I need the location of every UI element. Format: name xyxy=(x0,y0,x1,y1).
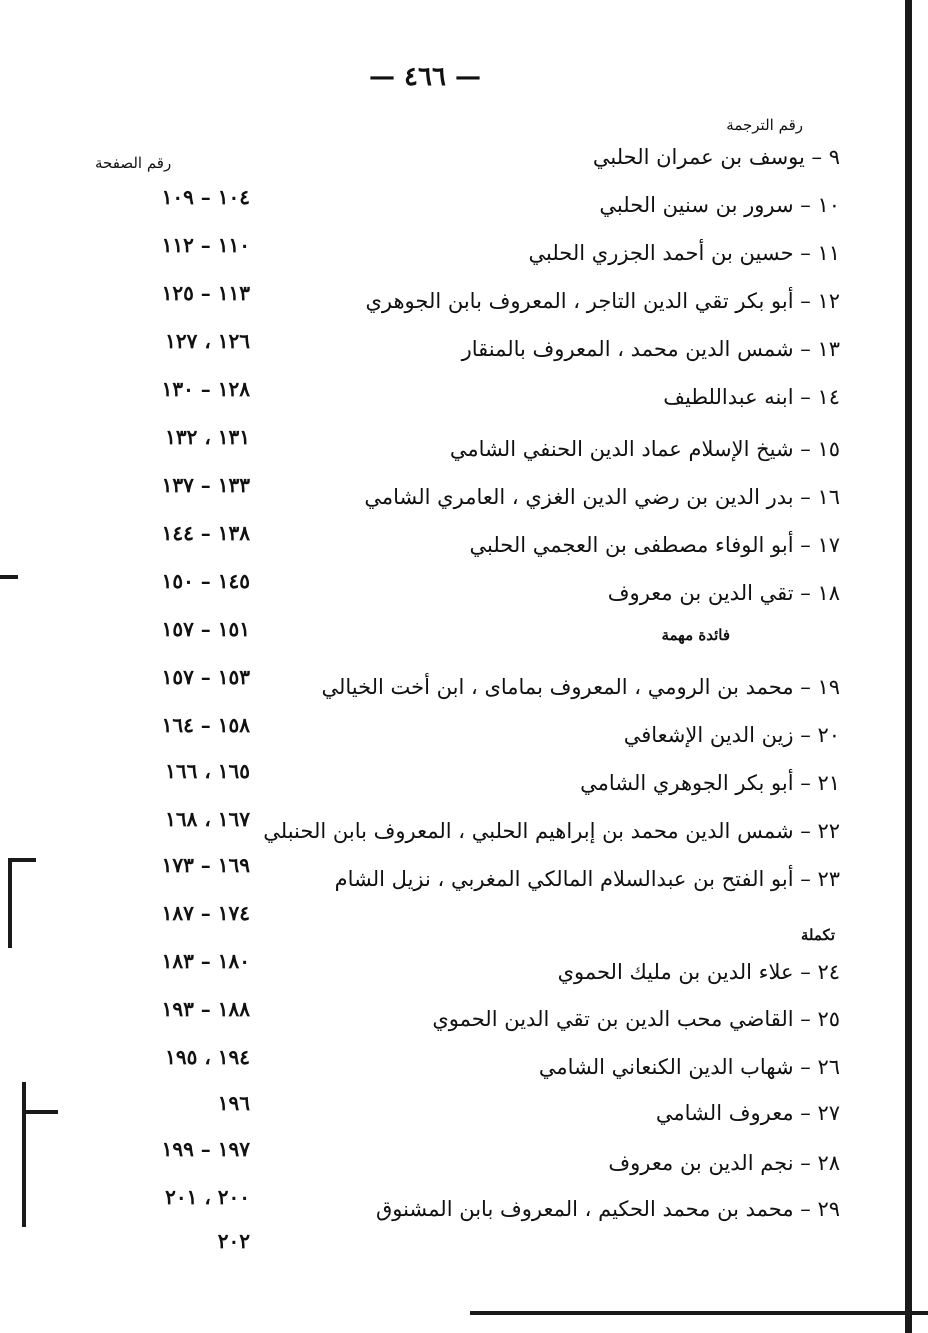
list-item: ١٧ – أبو الوفاء مصطفى بن العجمي الحلبي xyxy=(469,533,840,557)
list-item: ٢٤ – علاء الدين بن مليك الحموي xyxy=(557,960,840,984)
scan-edge-right xyxy=(905,0,912,1333)
page-ref: ٢٠٢ xyxy=(217,1229,250,1253)
page-ref: ١٩٦ xyxy=(217,1091,250,1115)
page-number-header: رقم الصفحة xyxy=(95,154,172,172)
page-ref: ١٩٤ ، ١٩٥ xyxy=(165,1045,250,1069)
list-item: ٩ – يوسف بن عمران الحلبي xyxy=(592,145,840,169)
list-item: ١٨ – تقي الدين بن معروف xyxy=(607,581,840,605)
page-ref: ١٥٣ – ١٥٧ xyxy=(161,665,250,689)
margin-mark-bottom xyxy=(22,1082,26,1227)
list-item: ١٦ – بدر الدين بن رضي الدين الغزي ، العامري الشامي xyxy=(364,485,840,509)
list-item: ١٢ – أبو بكر تقي الدين التاجر ، المعروف بابن الجوهري xyxy=(365,289,840,313)
page-ref: ١١٠ – ١١٢ xyxy=(161,233,250,257)
section-heading: تكملة xyxy=(800,926,835,944)
list-item: ١٥ – شيخ الإسلام عماد الدين الحنفي الشامي xyxy=(449,437,840,461)
list-item: ١٤ – ابنه عبداللطيف xyxy=(663,385,840,409)
page-ref: ١٩٧ – ١٩٩ xyxy=(161,1137,250,1161)
list-item: ٢١ – أبو بكر الجوهري الشامي xyxy=(580,771,840,795)
margin-mark-top xyxy=(0,575,18,579)
page-ref: ١٧٤ – ١٨٧ xyxy=(161,901,250,925)
page-ref: ١٣١ ، ١٣٢ xyxy=(165,425,250,449)
biography-list xyxy=(250,142,840,1252)
section-heading: فائدة مهمة xyxy=(661,626,730,644)
list-item: ١٩ – محمد بن الرومي ، المعروف بماماى ، ابن أخت الخيالي xyxy=(321,675,840,699)
page-ref: ١٣٣ – ١٣٧ xyxy=(161,473,250,497)
page-ref: ١٨٨ – ١٩٣ xyxy=(161,997,250,1021)
list-item: ١٠ – سرور بن سنين الحلبي xyxy=(599,193,840,217)
scan-edge-bottom xyxy=(470,1311,928,1315)
margin-mark-middle xyxy=(8,858,12,948)
list-item: ٢٨ – نجم الدين بن معروف xyxy=(608,1151,840,1175)
page-number: — ٤٦٦ — xyxy=(368,62,482,92)
list-item: ٢٥ – القاضي محب الدين بن تقي الدين الحموي xyxy=(432,1007,840,1031)
page-ref: ١٦٩ – ١٧٣ xyxy=(161,853,250,877)
page-ref: ١٠٤ – ١٠٩ xyxy=(161,185,250,209)
page-ref: ٢٠٠ ، ٢٠١ xyxy=(165,1185,250,1209)
entry-number-header: رقم الترجمة xyxy=(726,116,803,134)
margin-mark-middle-tick xyxy=(8,858,36,862)
list-item: ٢٣ – أبو الفتح بن عبدالسلام المالكي المغربي ، نزيل الشام xyxy=(334,867,840,891)
page-reference-list xyxy=(60,182,260,1262)
page-ref: ١٥٨ – ١٦٤ xyxy=(161,713,250,737)
list-item: ١١ – حسين بن أحمد الجزري الحلبي xyxy=(528,241,840,265)
list-item: ٢٢ – شمس الدين محمد بن إبراهيم الحلبي ، المعروف بابن الحنبلي xyxy=(263,819,840,843)
page-ref: ١٢٨ – ١٣٠ xyxy=(161,377,250,401)
list-item: ٢٦ – شهاب الدين الكنعاني الشامي xyxy=(538,1055,840,1079)
margin-mark-bottom-tick xyxy=(22,1110,58,1114)
list-item: ٢٠ – زين الدين الإشعافي xyxy=(623,723,840,747)
list-item: ٢٩ – محمد بن محمد الحكيم ، المعروف بابن المشنوق xyxy=(375,1197,840,1221)
list-item: ٢٧ – معروف الشامي xyxy=(655,1101,840,1125)
page-ref: ١٤٥ – ١٥٠ xyxy=(161,569,250,593)
page-ref: ١٦٧ ، ١٦٨ xyxy=(165,807,250,831)
page-ref: ١١٣ – ١٢٥ xyxy=(161,281,250,305)
list-item: ١٣ – شمس الدين محمد ، المعروف بالمنقار xyxy=(461,337,840,361)
page-ref: ١٦٥ ، ١٦٦ xyxy=(165,759,250,783)
page-ref: ١٣٨ – ١٤٤ xyxy=(161,521,250,545)
page-ref: ١٥١ – ١٥٧ xyxy=(161,617,250,641)
page-ref: ١٢٦ ، ١٢٧ xyxy=(165,329,250,353)
page-ref: ١٨٠ – ١٨٣ xyxy=(161,949,250,973)
